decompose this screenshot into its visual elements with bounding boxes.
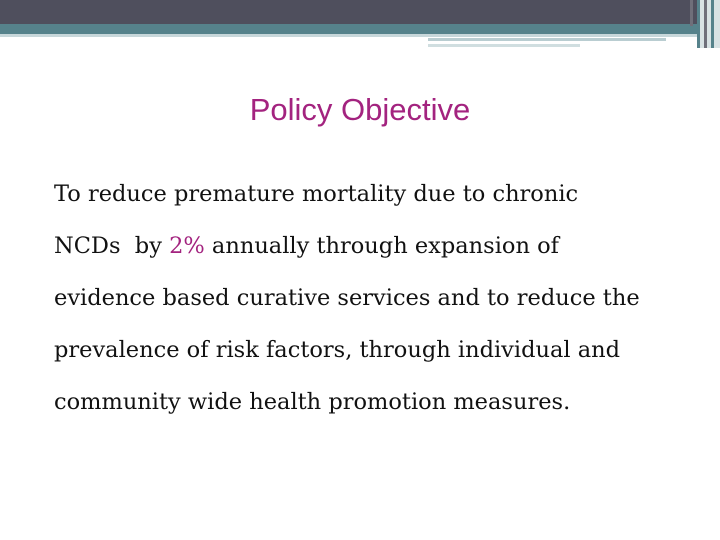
- header-band-teal: [0, 24, 700, 34]
- body-line: prevalence of risk factors, through individual and: [54, 337, 621, 363]
- body-line-text: NCDs by: [54, 233, 170, 259]
- header-edge-panel: [700, 0, 720, 48]
- body-line-text: annually through expansion of: [204, 233, 559, 259]
- body-line: [54, 220, 694, 272]
- header-edge-bar: [711, 0, 714, 48]
- header-band-light: [0, 34, 700, 37]
- header-edge-bar: [697, 0, 700, 48]
- body-line: evidence based curative services and to reduce the: [54, 285, 640, 311]
- header-band-dark: [0, 0, 700, 24]
- header-stripe: [428, 38, 666, 41]
- header-edge-bar: [704, 0, 707, 48]
- highlight-percentage: 2%: [169, 233, 205, 259]
- body-line: community wide health promotion measures.: [54, 389, 571, 415]
- slide-title-text: Policy Objective: [249, 92, 471, 127]
- body-line: To reduce premature mortality due to chronic: [54, 181, 579, 207]
- slide-title: [0, 92, 720, 128]
- header-edge-bar: [690, 0, 693, 26]
- header-stripe: [428, 44, 580, 47]
- slide-body: [54, 168, 694, 428]
